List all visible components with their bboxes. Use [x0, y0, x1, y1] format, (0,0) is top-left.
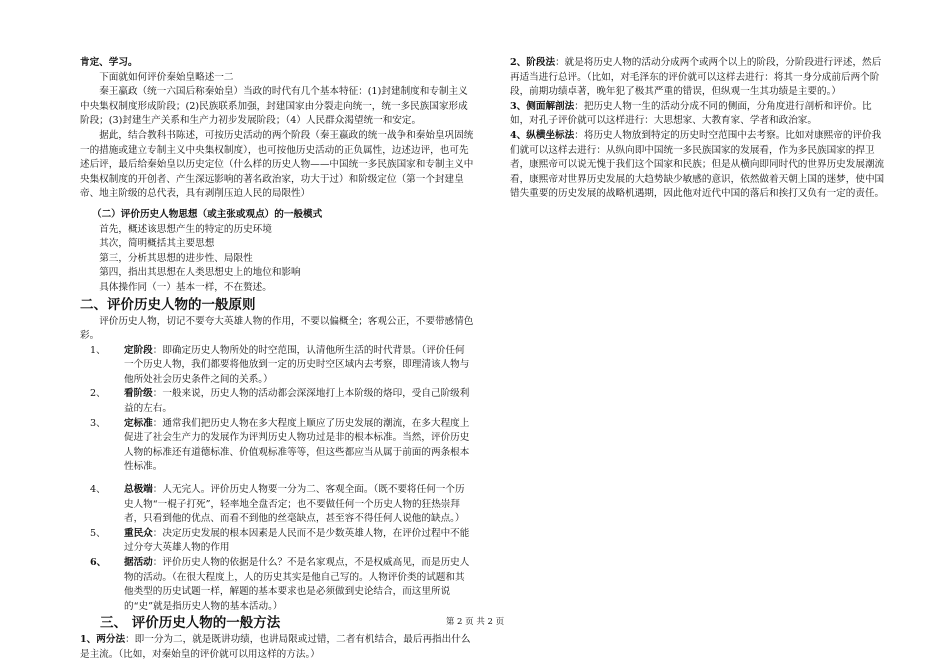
left-column — [80, 56, 474, 663]
step-line: 具体操作同（一）基本一样，不在赘述。 — [99, 281, 272, 293]
item-title: 据活动 — [124, 557, 153, 568]
right-column — [510, 56, 888, 202]
paragraph: 秦王嬴政（统一六国后称秦始皇）当政的时代有几个基本特征：(1)封建制度和专制主义中央集权制度形成阶段；(2)民族联系加强，封建国家由分裂走向统一，统一多民族国家形成阶段；(3)封建生产关系和生产力初步发展阶段；（4）人民群众渴望统一和安定。 — [80, 86, 468, 127]
list-item — [80, 387, 474, 416]
section-heading-principles: 二、评价历史人物的一般原则 — [80, 296, 256, 313]
list-item — [80, 483, 474, 527]
item-title: 定阶段 — [124, 344, 153, 356]
method-item — [80, 633, 474, 662]
step-line: 第三，分析其思想的进步性、局限性 — [99, 252, 253, 264]
step-line: 首先，概述该思想产生的特定的历史环境 — [99, 223, 272, 235]
item-title: 总极端 — [124, 484, 153, 496]
method-item — [510, 56, 888, 100]
item-title: 看阶级 — [124, 388, 153, 400]
item-number: 6、 — [90, 557, 107, 568]
item-text: ：评价历史人物的依据是什么？不是名家观点，不是权威高见，而是历史人物的活动。（在很大程度上，人的历史其实是他自己写的。人物评价类的试题和其他类型的历史试题一样，解题的基本要求也是必须做到史论结合，而这里所说的“史”就是指历史人物的基本活动。） — [124, 557, 470, 612]
method-text: ：把历史人物一生的活动分成不同的侧面，分角度进行剖析和评价。比如，对孔子评价就可以这样进行：大思想家、大教育家、学者和政治家。 — [510, 100, 872, 127]
method-title: 4、纵横坐标法 — [510, 129, 575, 141]
item-title: 定标准 — [124, 417, 153, 429]
item-text: ：一般来说，历史人物的活动都会深深地打上本阶级的烙印，受自己阶级利益的左右。 — [124, 388, 470, 415]
method-text: ：即一分为二，就是既讲功绩，也讲局限或过错，二者有机结合，最后再指出什么是主流。（比如，对秦始皇的评价就可以用这样的方法。） — [80, 634, 471, 660]
method-title: 2、阶段法 — [510, 57, 556, 68]
method-title: 3、侧面解剖法 — [510, 100, 575, 112]
item-number: 3、 — [90, 417, 106, 429]
item-text: ：即确定历史人物所处的时空范围，认清他所生活的时代背景。（评价任何一个历史人物，我们都要将他放到一定的历史时空区域内去考察，即理清该人物与他所处社会历史条件之间的关系。） — [124, 344, 470, 385]
method-item — [510, 100, 888, 129]
section-heading-methods: 三、 评价历史人物的一般方法 — [100, 615, 281, 632]
item-number: 4、 — [90, 484, 106, 496]
list-item — [80, 556, 474, 614]
method-item — [510, 129, 888, 202]
step-line: 其次，简明概括其主要思想 — [99, 238, 215, 250]
item-number: 2、 — [90, 388, 106, 400]
list-item — [80, 417, 474, 475]
list-item — [80, 344, 474, 388]
paragraph: 下面就如何评价秦始皇略述一二 — [99, 71, 234, 83]
item-number: 5、 — [90, 527, 106, 539]
subsection-heading: （二）评价历史人物思想（或主张或观点）的一般模式 — [92, 208, 323, 220]
intro-line: 肯定、学习。 — [80, 57, 138, 68]
method-text: ：就是将历史人物的活动分成两个或两个以上的阶段，分阶段进行评述，然后再适当进行总评。（比如，对毛泽东的评价就可以这样去进行：将其一身分成前后两个阶段，前期功绩卓著，晚年犯了极其严重的错误，但纵观一生其功绩是主要的。） — [510, 57, 882, 98]
list-item — [80, 527, 474, 556]
item-text: ：决定历史发展的根本因素是人民而不是少数英雄人物，在评价过程中不能过分夸大英雄人物的作用 — [124, 527, 470, 554]
method-text: ：将历史人物放到特定的历史时空范围中去考察。比如对康熙帝的评价我们就可以这样去进行：从纵向即中国统一多民族国家的发展看，作为多民族国家的捍卫者，康熙帝可以说无愧于我们这个国家和民族；但是从横向即同时代的世界历史发展潮流看，康熙帝对世界历史发展的大趋势缺少敏感的意识，依然做着天朝上国的迷梦，使中国错失重要的历史发展的战略机遇期，因此他对近代中国的落后和挨打又负有一定的责任。 — [510, 129, 885, 200]
method-title: 1、两分法 — [80, 634, 126, 646]
item-text: ：通常我们把历史人物在多大程度上顺应了历史发展的潮流，在多大程度上促进了社会生产力的发展作为评判历史人物功过是非的根本标准。当然，评价历史人物的标准还有道德标准、价值观标准等等，但这些都应当从属于前面的两条根本性标准。 — [124, 417, 470, 473]
principles-list — [80, 344, 474, 615]
item-number: 1、 — [90, 344, 106, 356]
item-title: 重民众 — [124, 527, 153, 539]
item-text: ：人无完人。评价历史人物要一分为二、客观全面。（既不要将任何一个历史人物“一棍子打死”，轻率地全盘否定；也不要做任何一个历史人物的狂热崇拜者，只看到他的优点、而看不到他的丝毫缺点，甚至容不得任何人说他的缺点。） — [124, 484, 465, 525]
step-line: 第四，指出其思想在人类思想史上的地位和影响 — [99, 267, 301, 279]
paragraph: 据此，结合教科书陈述，可按历史活动的两个阶段（秦王嬴政的统一战争和秦始皇巩固统一的措施或建立专制主义中央集权制度），也可按他历史活动的正负属性，边述边评，也可先述后评，最后给秦始皇以历史定位（什么样的历史人物——中国统一多民族国家和专制主义中央集权制度的开创者、产生深远影响的著名政治家，功大于过）和阶级定位（第一个封建皇帝、地主阶级的总代表，具有剥削压迫人民的局限性） — [80, 129, 474, 200]
page-footer: 第 2 页 共 2 页 — [445, 617, 505, 627]
paragraph: 评价历史人物，切记不要夸大英雄人物的作用，不要以偏概全；客观公正，不要带感情色彩。 — [80, 315, 474, 342]
